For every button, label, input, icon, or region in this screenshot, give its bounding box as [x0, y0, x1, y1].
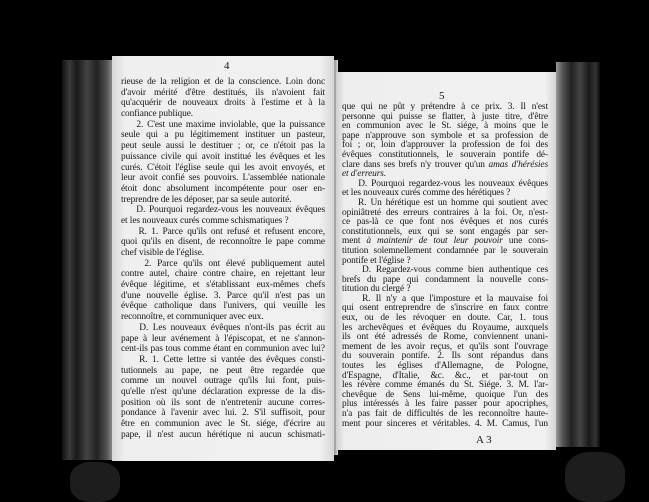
text-line: [121, 205, 325, 216]
text-segment: qu'acquérir de nouveaux droits à l'estime et à la: [121, 98, 325, 109]
text-segment: et les nouveaux curés comme des hérétiques ?: [342, 188, 511, 199]
text-line: [121, 152, 325, 163]
text-segment: cent-ils pas tous comme étant en communion avec lui?: [121, 344, 325, 355]
text-segment: reconnoître, et communiquer avec eux.: [121, 312, 264, 323]
text-segment: évêques constitutionnels, le souverain pontife dé-: [342, 149, 548, 160]
text-segment: du souverain pontife. 2. Ils sont répandus dans: [342, 351, 548, 362]
text-segment: contre autel, chaire contre chaire, en rejettant leur: [121, 269, 325, 280]
text-segment: 2. Parce qu'ils ont élevé publiquement autel: [121, 258, 325, 269]
text-segment: tutionnels au pape, ne peut être regardée que: [121, 365, 325, 376]
text-segment: constitutionnels, eux qui se sont engagés par ser-: [342, 226, 548, 237]
text-segment: n'a pas fait de difficultés de les reconnoître haute-: [342, 409, 548, 419]
thumb-right: [565, 452, 625, 502]
text-segment: ment: [342, 236, 367, 247]
right-page: [336, 72, 556, 450]
text-segment: personne qui puisse se flatter, à juste titre, d'être: [342, 111, 548, 122]
text-line: [121, 216, 325, 227]
text-line: [121, 430, 325, 441]
text-line: [121, 387, 325, 398]
text-segment: D. Pourquoi regardez-vous les nouveaux évêques: [342, 178, 548, 189]
text-segment: confiance publique.: [121, 109, 194, 120]
text-line: [121, 323, 325, 334]
text-segment: foi ; or, loin d'approuver la profession de foi des: [342, 140, 548, 151]
text-line: [121, 366, 325, 377]
text-line: [121, 163, 325, 174]
text-line: [121, 301, 325, 312]
text-line: [121, 98, 325, 109]
text-line: [121, 269, 325, 280]
text-line: [121, 130, 325, 141]
text-segment: rieuse de la religion et de la conscience. Loin donc: [121, 77, 325, 87]
text-segment: R. 1. Parce qu'ils ont refusé et refusent encore,: [121, 226, 325, 237]
text-segment: d'une nouvelle église. 3. Parce qu'il n'est pas un: [121, 290, 325, 301]
text-line: [121, 259, 325, 270]
text-segment: puissance civile qui avoit institué les évêques et les: [121, 151, 325, 162]
text-segment: évêque légitime, et s'établissant eux-mêmes chefs: [121, 280, 325, 291]
text-segment: opiniâtreté des erreurs contraires à la foi. Or, n'est-: [342, 207, 548, 218]
text-line: [121, 355, 325, 366]
text-segment: comme un nouvel outrage qu'ils lui font, puis-: [121, 376, 325, 387]
text-line: [121, 291, 325, 302]
text-line: [121, 344, 325, 355]
text-segment: D. Pourquoi regardez-vous les nouveaux évêques: [121, 205, 325, 216]
book-fore-edge-left: [62, 60, 112, 460]
text-line: [121, 195, 325, 206]
text-line: [121, 77, 325, 88]
text-segment: les révère comme émanés du St. Siége. 3. M. l'ar-: [342, 380, 548, 391]
text-segment: eux, ou de les révoquer en doute. Car, 1. tous: [342, 313, 548, 324]
text-segment: D. Regardez-vous comme bien authentique ces: [342, 265, 548, 276]
italic-text: à maintenir de tout leur pouvoir: [366, 236, 503, 247]
page-text: [121, 77, 325, 440]
text-segment: curés. C'étoit l'église seule qui les avoit envoyés, et: [121, 162, 325, 173]
page-text: [342, 103, 548, 429]
text-segment: d'avoir mérité d'être destitués, ils n'avoient fait: [121, 87, 325, 98]
text-segment: et les nouveaux curés comme schismatiques ?: [121, 215, 289, 226]
text-segment: les archevêques et évêques du Royaume, auxquels: [342, 322, 548, 333]
text-line: [121, 237, 325, 248]
text-segment: que qui ne pût y prétendre à ce prix. 3. Il n'est: [342, 102, 548, 112]
text-line: [121, 376, 325, 387]
text-segment: titution solemnellement condamnée par le souverain: [342, 245, 548, 256]
text-line: [342, 420, 548, 430]
text-line: [121, 280, 325, 291]
text-line: [121, 227, 325, 238]
text-segment: d'Espagne, d'Italie, &c. &c., et par-tout on: [342, 370, 548, 381]
italic-text: et d'erreurs.: [342, 169, 387, 180]
text-line: [121, 88, 325, 99]
text-segment: évêque catholique dans l'univers, qui veuille les: [121, 301, 325, 312]
book-fore-edge-right: [556, 62, 600, 447]
text-segment: brefs du pape qui condamnent la nouvelle cons-: [342, 274, 548, 285]
text-segment: R. 1. Cette lettre si vantée des évêques consti-: [121, 354, 325, 365]
text-line: [121, 419, 325, 430]
text-segment: seule qui a pu légitimement instituer un pasteur,: [121, 130, 325, 141]
text-segment: ils ont été adressés de Rome, conviennent unani-: [342, 332, 548, 343]
text-segment: mement de les avoir reçus, et qu'ils sont l'ouvrage: [342, 341, 548, 352]
text-line: [121, 398, 325, 409]
text-segment: leur avoit confié ses pouvoirs. L'assemblée nationale: [121, 173, 325, 184]
text-segment: R. Un hérétique est un homme qui soutient avec: [342, 197, 548, 208]
text-segment: pape, il n'est aucun hérétique ni aucun schismati-: [121, 429, 325, 440]
text-segment: clare dans ses brefs n'y trouver qu'un: [342, 159, 489, 170]
text-segment: pape à leur avénement à l'épiscopat, et ne s'annon-: [121, 333, 325, 344]
text-segment: D. Les nouveaux évêques n'ont-ils pas écrit au: [121, 322, 325, 333]
text-segment: pape n'approuve son symbole et sa profession de: [342, 130, 548, 141]
text-line: [121, 312, 325, 323]
text-segment: R. Il n'y a que l'imposture et la mauvaise foi: [342, 293, 548, 304]
thumb-left: [70, 462, 120, 502]
page-number: 4: [224, 60, 230, 72]
text-segment: toutes les églises d'Allemagne, de Pologne,: [342, 361, 548, 372]
text-segment: plus intéressés à les faire passer pour apocriphes,: [342, 399, 548, 410]
italic-text: amas d'hérésies: [488, 159, 548, 170]
text-segment: chef visible de l'église.: [121, 248, 205, 258]
text-segment: quoi qu'ils en disent, de reconnoître le pape comme: [121, 237, 325, 248]
text-line: [121, 248, 325, 259]
text-segment: titution du clergé ?: [342, 284, 411, 295]
text-line: [121, 334, 325, 345]
page-number: 5: [439, 90, 445, 102]
text-segment: chevêque de Sens lui-même, quoique l'un des: [342, 389, 548, 400]
text-line: [121, 109, 325, 120]
text-line: [121, 408, 325, 419]
text-segment: être en communion avec le St. siége, d'écrire au: [121, 419, 325, 429]
text-segment: ce pas-là ce que font nos évêques et nos curés: [342, 217, 548, 228]
text-segment: position où ils sont de n'entretenir aucune corres-: [121, 397, 325, 408]
text-segment: pontife et l'église ?: [342, 255, 411, 266]
text-segment: peut seule aussi le destituer ; or, ce n'étoit pas la: [121, 141, 325, 152]
text-segment: 2. C'est une maxime inviolable, que la puissance: [121, 119, 325, 130]
text-segment: en communion avec le St. siége, à moins que le: [342, 121, 548, 132]
text-segment: ment pour sinceres et véritables. 4. M. Camus, l'un: [342, 418, 548, 429]
text-segment: étoit donc absolument incompétente pour oser en-: [121, 183, 325, 194]
left-page: [112, 56, 334, 461]
text-segment: pondance à l'avenir avec lui. 2. S'il suffisoit, pour: [121, 408, 325, 419]
text-segment: qu'elle n'est qu'une déclaration expresse de la dis-: [121, 386, 325, 397]
text-segment: une cons-: [502, 236, 548, 247]
text-segment: qui osent entreprendre de s'inscrire en faux contre: [342, 303, 548, 314]
text-line: [121, 120, 325, 131]
text-line: [121, 173, 325, 184]
text-line: [121, 184, 325, 195]
signature-mark: A 3: [476, 434, 492, 446]
text-segment: treprendre de les déposer, par sa seule autorité.: [121, 194, 292, 205]
text-line: [121, 141, 325, 152]
